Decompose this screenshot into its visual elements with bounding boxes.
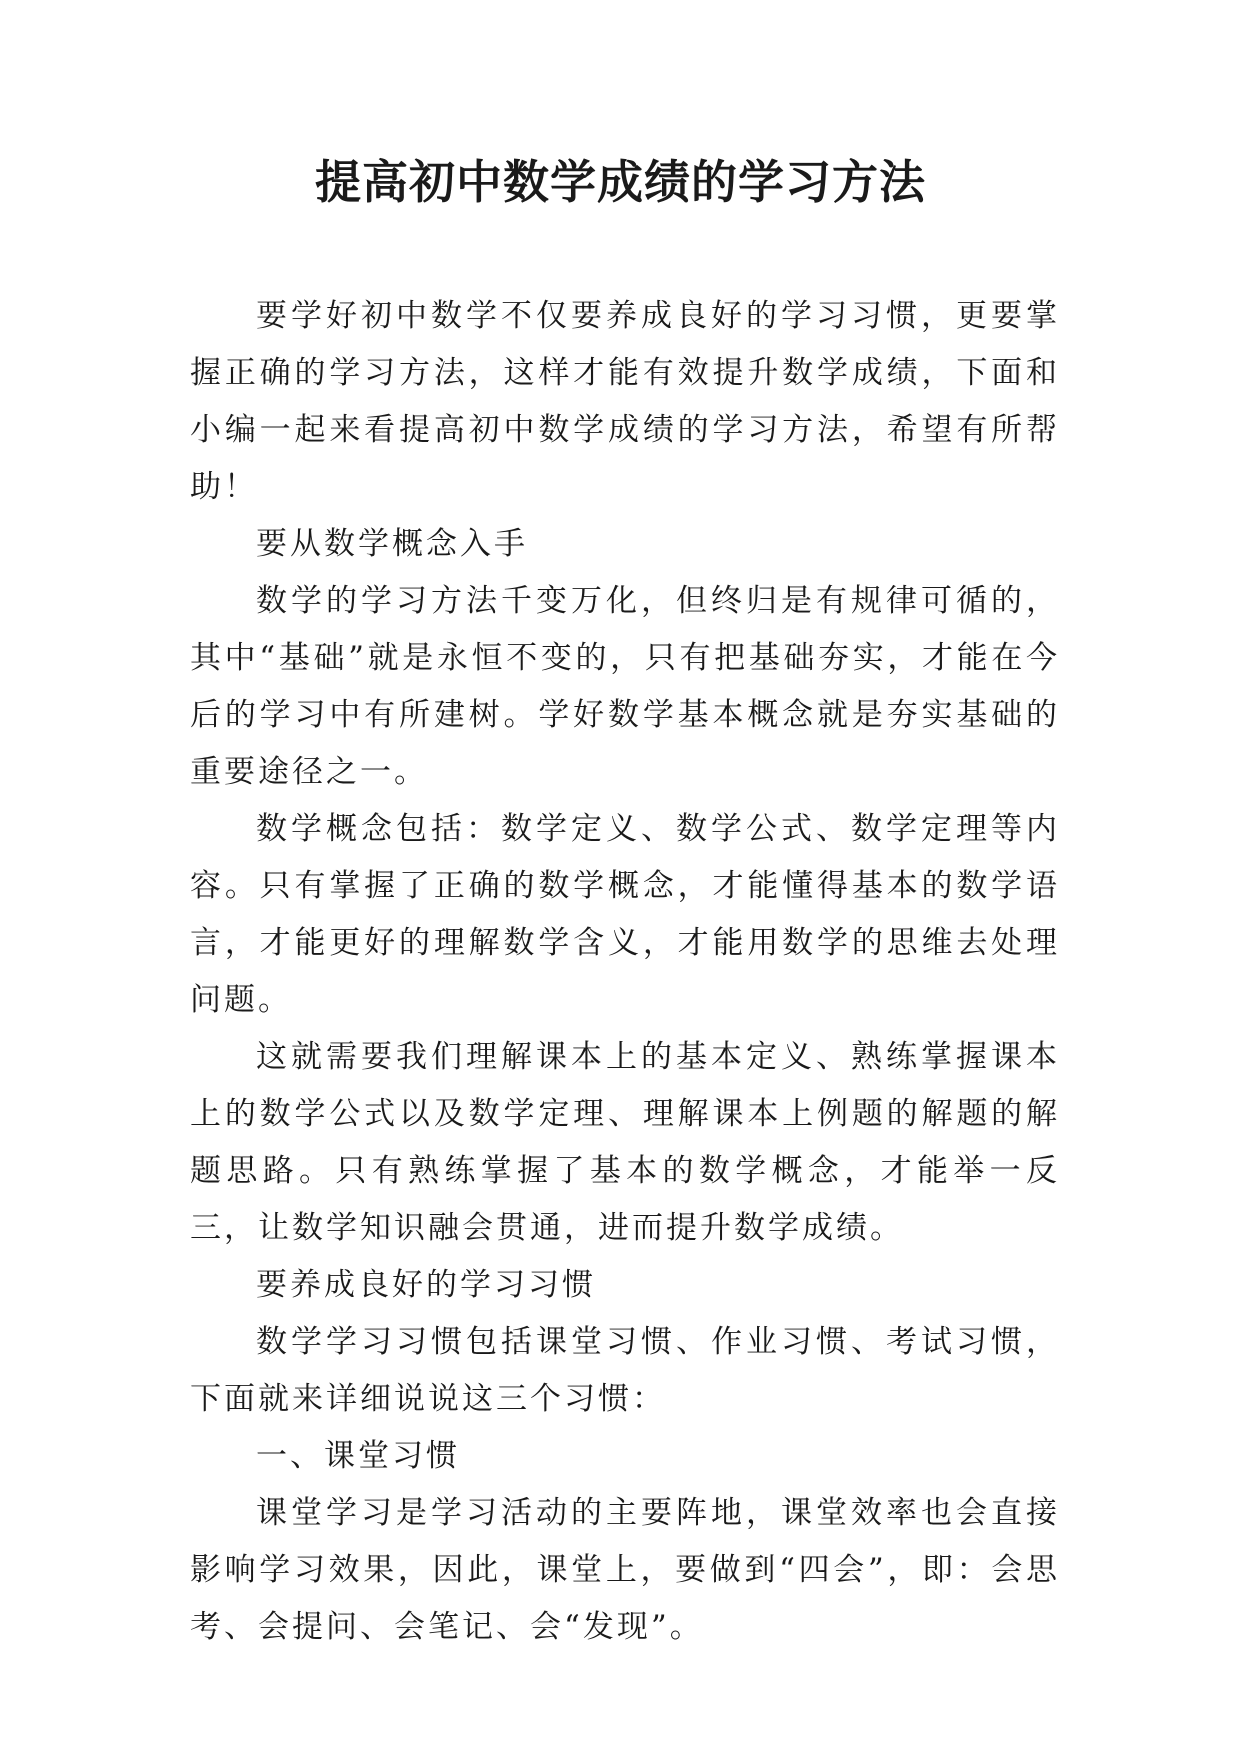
paragraph-classroom: 课堂学习是学习活动的主要阵地，课堂效率也会直接影响学习效果，因此，课堂上，要做到“四会”，即：会思考、会提问、会笔记、会“发现”。 — [190, 1495, 1060, 1645]
paragraph-textbook: 这就需要我们理解课本上的基本定义、熟练掌握课本上的数学公式以及数学定理、理解课本上例题的解题的解题思路。只有熟练掌握了基本的数学概念，才能举一反三，让数学知识融会贯通，进而提升数学成绩。 — [190, 1039, 1060, 1246]
paragraph-habits-overview: 数学学习习惯包括课堂习惯、作业习惯、考试习惯，下面就来详细说说这三个习惯： — [190, 1324, 1060, 1417]
paragraph-foundation: 数学的学习方法千变万化，但终归是有规律可循的，其中“基础”就是永恒不变的，只有把基础夯实，才能在今后的学习中有所建树。学好数学基本概念就是夯实基础的重要途径之一。 — [190, 583, 1060, 790]
section-heading-concepts: 要从数学概念入手 — [256, 526, 528, 562]
subheading-classroom-habits: 一、课堂习惯 — [256, 1438, 460, 1474]
paragraph-intro: 要学好初中数学不仅要养成良好的学习习惯，更要掌握正确的学习方法，这样才能有效提升数学成绩，下面和小编一起来看提高初中数学成绩的学习方法，希望有所帮助！ — [190, 298, 1060, 505]
document-body — [190, 288, 1060, 1656]
section-heading-habits: 要养成良好的学习习惯 — [256, 1267, 596, 1303]
paragraph-concept-contents: 数学概念包括：数学定义、数学公式、数学定理等内容。只有掌握了正确的数学概念，才能懂得基本的数学语言，才能更好的理解数学含义，才能用数学的思维去处理问题。 — [190, 811, 1060, 1018]
document-title: 提高初中数学成绩的学习方法 — [315, 155, 926, 209]
